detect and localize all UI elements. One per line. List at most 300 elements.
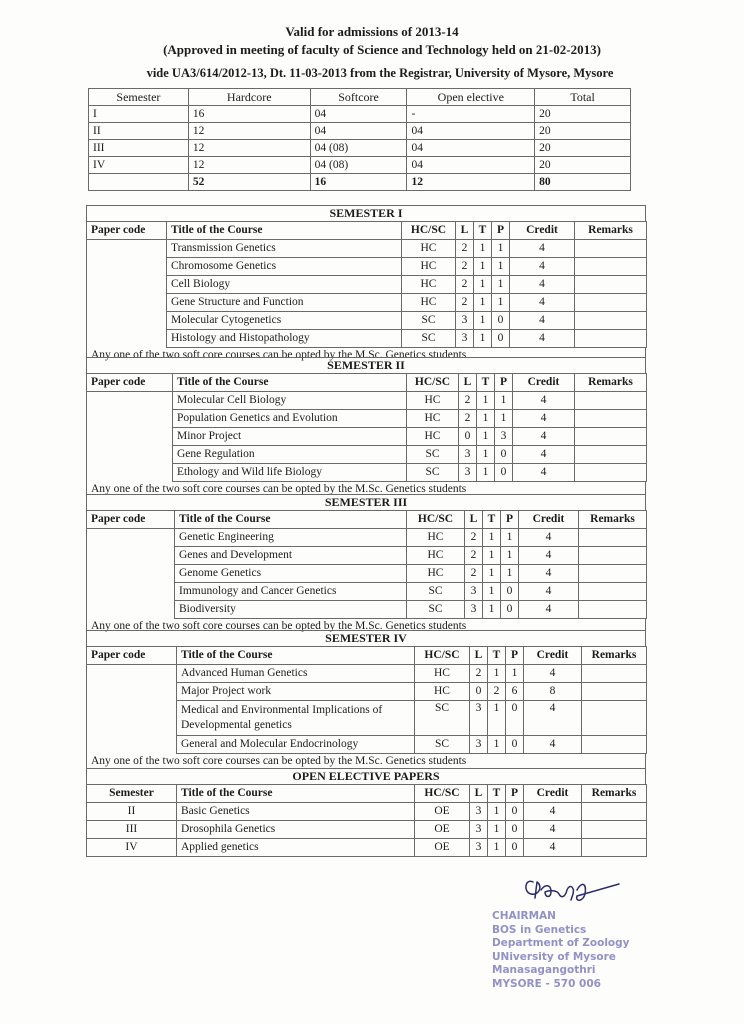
t-header: T [474, 222, 492, 240]
stamp-line: BOS in Genetics [492, 923, 587, 936]
remarks-cell [575, 312, 647, 330]
summary-header-row [89, 89, 631, 106]
hcsc-cell: HC [407, 392, 459, 410]
p-cell: 0 [495, 464, 513, 482]
l-header: L [456, 222, 474, 240]
softcore-note: Any one of the two soft core courses can be opted by the M.Sc. Genetics students [86, 754, 646, 769]
hcsc-header: HC/SC [407, 511, 465, 529]
summary-header-cell: Hardcore [188, 89, 310, 106]
semester-cell: II [87, 803, 177, 821]
p-cell: 0 [506, 839, 524, 857]
header-line-1: Valid for admissions of 2013-14 [285, 24, 459, 39]
t-cell: 1 [488, 701, 506, 736]
table-cell: 04 [407, 157, 535, 174]
t-cell: 1 [474, 294, 492, 312]
table-cell: 20 [535, 123, 631, 140]
summary-total-row [89, 174, 631, 191]
p-cell: 0 [506, 701, 524, 736]
course-title: Minor Project [173, 428, 407, 446]
table-cell: - [407, 106, 535, 123]
remarks-cell [579, 601, 647, 619]
course-title: Molecular Cell Biology [173, 392, 407, 410]
p-cell: 1 [492, 294, 510, 312]
table-cell: 20 [535, 140, 631, 157]
semester-1-table [86, 221, 647, 348]
course-title-header: Title of the Course [177, 785, 415, 803]
semester-title: SEMESTER II [86, 357, 646, 373]
paper-code-cell [87, 240, 167, 258]
course-title: Medical and Environmental Implications of Developmental genetics [177, 701, 415, 736]
credit-cell: 4 [524, 736, 582, 754]
t-cell: 1 [477, 410, 495, 428]
semester-3-block [86, 494, 646, 634]
t-cell: 1 [474, 276, 492, 294]
table-cell: 12 [188, 157, 310, 174]
credit-cell: 4 [513, 446, 575, 464]
remarks-header: Remarks [582, 785, 647, 803]
course-title: Immunology and Cancer Genetics [175, 583, 407, 601]
table-row [87, 428, 647, 446]
table-row [87, 839, 647, 857]
course-title-header: Title of the Course [175, 511, 407, 529]
table-row [87, 410, 647, 428]
summary-header-cell: Semester [89, 89, 189, 106]
hcsc-cell: OE [415, 803, 470, 821]
table-cell: 20 [535, 106, 631, 123]
p-header: P [506, 785, 524, 803]
hcsc-cell: OE [415, 821, 470, 839]
table-row [87, 258, 647, 276]
semester-cell: IV [87, 839, 177, 857]
l-cell: 2 [465, 529, 483, 547]
p-cell: 0 [492, 330, 510, 348]
l-cell: 2 [459, 410, 477, 428]
credit-cell: 4 [519, 529, 579, 547]
semester-title: SEMESTER III [86, 494, 646, 510]
p-cell: 0 [506, 803, 524, 821]
chairman-stamp [492, 910, 630, 991]
t-cell: 1 [483, 565, 501, 583]
semester-title: SEMESTER I [86, 205, 646, 221]
remarks-header: Remarks [575, 374, 647, 392]
l-cell: 2 [456, 258, 474, 276]
l-cell: 3 [465, 583, 483, 601]
remarks-header: Remarks [575, 222, 647, 240]
p-cell: 3 [495, 428, 513, 446]
table-row [89, 123, 631, 140]
table-cell: 04 (08) [310, 157, 407, 174]
course-title: Cell Biology [167, 276, 402, 294]
course-title: Ethology and Wild life Biology [173, 464, 407, 482]
course-title: Gene Structure and Function [167, 294, 402, 312]
l-cell: 3 [465, 601, 483, 619]
remarks-cell [575, 392, 647, 410]
p-cell: 1 [501, 547, 519, 565]
paper-code-cell [87, 392, 173, 410]
credit-cell: 4 [510, 312, 575, 330]
l-cell: 2 [459, 392, 477, 410]
open-elective-block [86, 768, 646, 857]
table-cell: 04 [310, 106, 407, 123]
hcsc-header: HC/SC [402, 222, 456, 240]
remarks-cell [579, 529, 647, 547]
table-row [87, 392, 647, 410]
course-title: Genes and Development [175, 547, 407, 565]
course-title: Genome Genetics [175, 565, 407, 583]
stamp-line: Manasagangothri [492, 964, 596, 976]
p-cell: 0 [495, 446, 513, 464]
credit-header: Credit [510, 222, 575, 240]
remarks-cell [582, 701, 647, 736]
table-row [87, 276, 647, 294]
l-cell: 3 [470, 701, 488, 736]
semester-2-table [86, 373, 647, 482]
table-row [87, 565, 647, 583]
p-header: P [506, 647, 524, 665]
l-header: L [459, 374, 477, 392]
table-row [87, 312, 647, 330]
t-header: T [483, 511, 501, 529]
t-cell: 1 [488, 803, 506, 821]
paper-code-cell [87, 330, 167, 348]
semester-header: Semester [87, 785, 177, 803]
table-cell [89, 174, 189, 191]
hcsc-cell: SC [407, 583, 465, 601]
course-title-header: Title of the Course [173, 374, 407, 392]
credit-cell: 8 [524, 683, 582, 701]
credit-cell: 4 [510, 276, 575, 294]
l-cell: 2 [470, 665, 488, 683]
paper-code-cell [87, 736, 177, 754]
credit-header: Credit [524, 785, 582, 803]
table-header-row [87, 222, 647, 240]
t-cell: 1 [483, 529, 501, 547]
course-title: Molecular Cytogenetics [167, 312, 402, 330]
t-header: T [488, 647, 506, 665]
paper-code-cell [87, 294, 167, 312]
p-cell: 0 [501, 601, 519, 619]
hcsc-cell: SC [407, 464, 459, 482]
t-cell: 2 [488, 683, 506, 701]
remarks-cell [582, 665, 647, 683]
table-cell: 12 [188, 123, 310, 140]
hcsc-cell: HC [407, 547, 465, 565]
table-cell: III [89, 140, 189, 157]
paper-code-cell [87, 529, 175, 547]
table-cell: 04 [310, 123, 407, 140]
table-cell: 12 [188, 140, 310, 157]
paper-code-cell [87, 665, 177, 683]
credit-cell: 4 [524, 665, 582, 683]
remarks-cell [582, 736, 647, 754]
credit-cell: 4 [513, 410, 575, 428]
credit-cell: 4 [524, 839, 582, 857]
paper-code-header: Paper code [87, 511, 175, 529]
l-header: L [470, 785, 488, 803]
p-cell: 1 [501, 529, 519, 547]
l-cell: 3 [470, 821, 488, 839]
paper-code-header: Paper code [87, 647, 177, 665]
course-title: General and Molecular Endocrinology [177, 736, 415, 754]
credit-cell: 4 [519, 601, 579, 619]
summary-header-cell: Total [535, 89, 631, 106]
hcsc-header: HC/SC [415, 647, 470, 665]
paper-code-header: Paper code [87, 222, 167, 240]
hcsc-header: HC/SC [407, 374, 459, 392]
p-cell: 1 [492, 276, 510, 294]
t-cell: 1 [483, 583, 501, 601]
semester-title: SEMESTER IV [86, 630, 646, 646]
remarks-cell [579, 565, 647, 583]
table-cell: 20 [535, 157, 631, 174]
l-cell: 2 [465, 547, 483, 565]
course-title: Biodiversity [175, 601, 407, 619]
table-row [89, 106, 631, 123]
table-row [87, 240, 647, 258]
hcsc-cell: SC [407, 446, 459, 464]
table-cell: 16 [310, 174, 407, 191]
p-header: P [495, 374, 513, 392]
t-cell: 1 [488, 665, 506, 683]
l-header: L [470, 647, 488, 665]
softcore-note: Any one of the two soft core courses can be opted by the M.Sc. Genetics students [86, 482, 646, 497]
table-row [87, 736, 647, 754]
l-cell: 0 [459, 428, 477, 446]
hcsc-cell: HC [402, 294, 456, 312]
table-cell: IV [89, 157, 189, 174]
hcsc-cell: HC [402, 240, 456, 258]
p-cell: 0 [492, 312, 510, 330]
softcore-note: Any one of the two soft core courses can be opted by the M.Sc. Genetics students [86, 348, 646, 363]
remarks-cell [575, 410, 647, 428]
credit-cell: 4 [510, 330, 575, 348]
l-cell: 3 [459, 446, 477, 464]
p-cell: 1 [492, 240, 510, 258]
l-cell: 3 [456, 312, 474, 330]
remarks-cell [582, 821, 647, 839]
credit-header: Credit [519, 511, 579, 529]
course-title-header: Title of the Course [167, 222, 402, 240]
p-cell: 1 [495, 410, 513, 428]
hcsc-cell: HC [407, 565, 465, 583]
paper-code-cell [87, 701, 177, 736]
table-row [87, 665, 647, 683]
remarks-cell [579, 583, 647, 601]
t-cell: 1 [474, 312, 492, 330]
hcsc-cell: HC [415, 665, 470, 683]
credit-cell: 4 [519, 547, 579, 565]
summary-header-cell: Softcore [310, 89, 407, 106]
t-cell: 1 [477, 446, 495, 464]
semester-4-table [86, 646, 647, 754]
table-header-row [87, 511, 647, 529]
header-line-3: vide UA3/614/2012-13, Dt. 11-03-2013 from the Registrar, University of Mysore, Mysore [146, 66, 614, 80]
hcsc-cell: SC [415, 736, 470, 754]
p-header: P [492, 222, 510, 240]
paper-code-cell [87, 428, 173, 446]
open-elective-title: OPEN ELECTIVE PAPERS [86, 768, 646, 784]
table-row [89, 157, 631, 174]
table-row [89, 140, 631, 157]
table-cell: I [89, 106, 189, 123]
table-cell: 80 [535, 174, 631, 191]
course-title: Population Genetics and Evolution [173, 410, 407, 428]
table-row [87, 601, 647, 619]
remarks-header: Remarks [579, 511, 647, 529]
t-cell: 1 [474, 240, 492, 258]
l-cell: 3 [459, 464, 477, 482]
table-row [87, 464, 647, 482]
credit-cell: 4 [519, 565, 579, 583]
hcsc-cell: SC [402, 330, 456, 348]
remarks-header: Remarks [582, 647, 647, 665]
p-cell: 1 [492, 258, 510, 276]
paper-code-cell [87, 410, 173, 428]
table-row [87, 330, 647, 348]
remarks-cell [575, 240, 647, 258]
hcsc-cell: SC [402, 312, 456, 330]
credit-header: Credit [524, 647, 582, 665]
open-elective-table [86, 784, 647, 857]
table-row [87, 701, 647, 736]
l-cell: 2 [456, 240, 474, 258]
paper-code-cell [87, 312, 167, 330]
table-cell: 04 [407, 140, 535, 157]
summary-header-cell: Open elective [407, 89, 535, 106]
semester-3-table [86, 510, 647, 619]
l-cell: 2 [456, 294, 474, 312]
t-header: T [477, 374, 495, 392]
p-cell: 1 [501, 565, 519, 583]
paper-code-cell [87, 446, 173, 464]
table-cell: 04 [407, 123, 535, 140]
table-cell: 12 [407, 174, 535, 191]
l-cell: 3 [470, 839, 488, 857]
paper-code-cell [87, 258, 167, 276]
table-header-row [87, 785, 647, 803]
hcsc-cell: HC [407, 410, 459, 428]
p-cell: 1 [495, 392, 513, 410]
paper-code-cell [87, 565, 175, 583]
credit-cell: 4 [524, 821, 582, 839]
stamp-line: UNiversity of Mysore [492, 950, 616, 963]
credit-cell: 4 [513, 464, 575, 482]
table-row [87, 529, 647, 547]
paper-code-cell [87, 583, 175, 601]
l-cell: 2 [465, 565, 483, 583]
table-row [87, 683, 647, 701]
credit-cell: 4 [510, 294, 575, 312]
table-row [87, 803, 647, 821]
remarks-cell [575, 446, 647, 464]
l-cell: 3 [470, 736, 488, 754]
table-header-row [87, 647, 647, 665]
table-row [87, 583, 647, 601]
table-cell: 04 (08) [310, 140, 407, 157]
credit-cell: 4 [519, 583, 579, 601]
paper-code-header: Paper code [87, 374, 173, 392]
stamp-line: Department of Zoology [492, 937, 630, 949]
remarks-cell [575, 428, 647, 446]
p-cell: 1 [506, 665, 524, 683]
paper-code-cell [87, 601, 175, 619]
remarks-cell [582, 683, 647, 701]
remarks-cell [575, 330, 647, 348]
table-cell: 16 [188, 106, 310, 123]
t-cell: 1 [483, 547, 501, 565]
credit-cell: 4 [524, 701, 582, 736]
t-cell: 1 [488, 736, 506, 754]
softcore-note: Any one of the two soft core courses can be opted by the M.Sc. Genetics students [86, 619, 646, 634]
t-cell: 1 [477, 428, 495, 446]
table-cell: 52 [188, 174, 310, 191]
semester-cell: III [87, 821, 177, 839]
hcsc-cell: SC [407, 601, 465, 619]
course-title: Major Project work [177, 683, 415, 701]
l-cell: 2 [456, 276, 474, 294]
credit-cell: 4 [513, 428, 575, 446]
signature [515, 868, 625, 916]
t-cell: 1 [488, 839, 506, 857]
hcsc-cell: HC [407, 428, 459, 446]
paper-code-cell [87, 276, 167, 294]
course-title: Chromosome Genetics [167, 258, 402, 276]
stamp-line: CHAIRMAN [492, 910, 556, 922]
paper-code-cell [87, 464, 173, 482]
credit-cell: 4 [513, 392, 575, 410]
credit-header: Credit [513, 374, 575, 392]
course-title: Basic Genetics [177, 803, 415, 821]
credit-cell: 4 [524, 803, 582, 821]
l-header: L [465, 511, 483, 529]
stamp-line: MYSORE - 570 006 [492, 977, 601, 990]
semester-1-block [86, 205, 646, 363]
remarks-cell [575, 276, 647, 294]
table-row [87, 821, 647, 839]
semester-4-block [86, 630, 646, 769]
credit-cell: 4 [510, 258, 575, 276]
hcsc-header: HC/SC [415, 785, 470, 803]
header-line-2: (Approved in meeting of faculty of Science and Technology held on 21-02-2013) [163, 42, 601, 57]
credit-summary-table [88, 88, 631, 191]
hcsc-cell: HC [407, 529, 465, 547]
t-cell: 1 [477, 392, 495, 410]
t-header: T [488, 785, 506, 803]
credit-cell: 4 [510, 240, 575, 258]
hcsc-cell: SC [415, 701, 470, 736]
course-title-header: Title of the Course [177, 647, 415, 665]
p-header: P [501, 511, 519, 529]
t-cell: 1 [488, 821, 506, 839]
remarks-cell [579, 547, 647, 565]
p-cell: 6 [506, 683, 524, 701]
course-title: Drosophila Genetics [177, 821, 415, 839]
hcsc-cell: HC [415, 683, 470, 701]
table-row [87, 547, 647, 565]
t-cell: 1 [474, 258, 492, 276]
table-header-row [87, 374, 647, 392]
p-cell: 0 [506, 736, 524, 754]
paper-code-cell [87, 683, 177, 701]
remarks-cell [582, 839, 647, 857]
table-row [87, 446, 647, 464]
hcsc-cell: OE [415, 839, 470, 857]
remarks-cell [575, 464, 647, 482]
t-cell: 1 [477, 464, 495, 482]
hcsc-cell: HC [402, 276, 456, 294]
course-title: Applied genetics [177, 839, 415, 857]
remarks-cell [575, 258, 647, 276]
